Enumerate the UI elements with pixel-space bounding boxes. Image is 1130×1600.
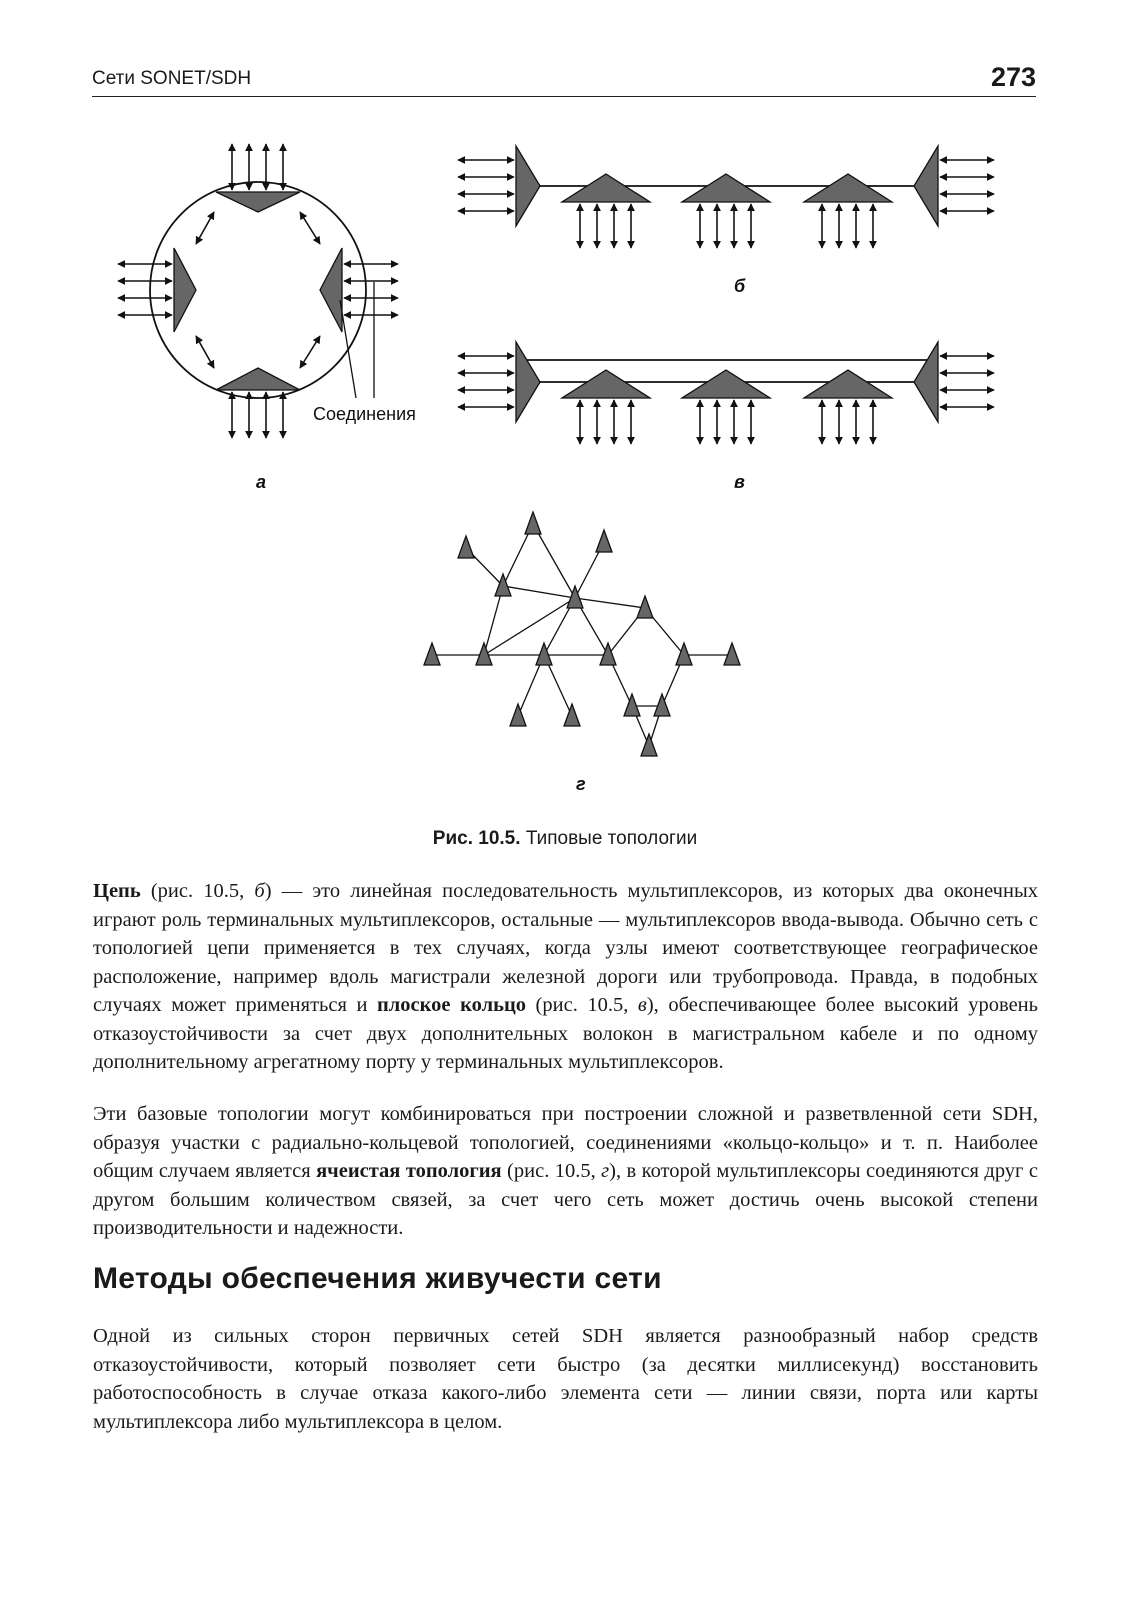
ring-node-bottom: [216, 368, 300, 390]
caption-number: Рис. 10.5.: [432, 828, 521, 849]
label-g: г: [576, 774, 586, 794]
mesh-node: [458, 536, 474, 558]
ring-node-top: [216, 192, 300, 212]
add-drop-mux: [562, 174, 650, 202]
section-heading: Методы обеспечения живучести сети: [93, 1262, 662, 1295]
paragraph-chain: Цепь (рис. 10.5, б) — это линейная последовательность мультиплексоров, из которых два оконечных играют роль терминальных мультиплексоров, остальные — мультиплексоров ввода-вывода. Обычно сеть с топологией цепи применяется в тех случаях, когда узлы имеют соответствующее географическое расположение, например вдоль магистрали железной дороги или трубопровода. Правда, в подобных случаях может применяться и плоское кольцо (рис. 10.5, в), обеспечивающее более высокий уровень отказоустойчивости за счет двух дополнительных волокон в магистральном кабеле и по одному дополнительному агрегатному порту у терминальных мультиплексоров.: [93, 880, 1038, 1073]
mesh-node: [536, 643, 552, 665]
add-drop-mux: [804, 174, 892, 202]
label-a: а: [256, 472, 267, 492]
add-drop-mux: [682, 174, 770, 202]
add-drop-mux: [804, 370, 892, 398]
label-b: б: [734, 276, 746, 296]
mesh-node: [596, 530, 612, 552]
mesh-link: [575, 598, 645, 608]
mesh-node: [624, 694, 640, 716]
page-number: 273: [990, 62, 1036, 92]
flat-ring-topology: [458, 342, 994, 444]
mesh-link: [533, 524, 575, 598]
ring-node-right: [320, 248, 342, 332]
term-chain: Цепь: [93, 880, 141, 902]
ring-link-arrow: [300, 212, 320, 244]
add-drop-mux: [562, 370, 650, 398]
running-header-section: Сети SONET/SDH: [92, 68, 252, 89]
add-drop-mux: [682, 370, 770, 398]
ring-topology: [118, 144, 398, 438]
terminal-mux-right: [914, 342, 938, 422]
caption-text: Типовые топологии: [525, 828, 698, 849]
mesh-node: [654, 694, 670, 716]
terminal-mux-left: [516, 146, 540, 226]
mesh-node: [724, 643, 740, 665]
ring-link-arrow: [196, 212, 214, 244]
figure-caption: [0, 828, 1130, 850]
mesh-node: [564, 704, 580, 726]
chain-topology: [458, 146, 994, 248]
mesh-topology: [424, 512, 740, 756]
ring-node-left: [174, 248, 196, 332]
connections-label: Соединения: [313, 404, 416, 424]
term-mesh: ячеистая топология: [316, 1160, 502, 1182]
mesh-node: [676, 643, 692, 665]
mesh-node: [476, 643, 492, 665]
mesh-node: [641, 734, 657, 756]
label-v: в: [734, 472, 745, 492]
terminal-mux-right: [914, 146, 938, 226]
paragraph-combinations: Эти базовые топологии могут комбинироваться при построении сложной и разветвленной сети SDH, образуя участки с радиально-кольцевой топологией, соединениями «кольцо-кольцо» и т. п. Наиболее общим случаем является ячеистая топология (рис. 10.5, г), в которой мультиплексоры соединяются друг с другом большим количеством связей, за счет чего сеть может достичь очень высокой степени производительности и надежности.: [93, 1103, 1038, 1239]
mesh-link: [503, 586, 575, 598]
mesh-node: [510, 704, 526, 726]
mesh-node: [525, 512, 541, 534]
terminal-mux-left: [516, 342, 540, 422]
mesh-node: [424, 643, 440, 665]
term-flat-ring: плоское кольцо: [376, 994, 527, 1016]
ring-link-arrow: [196, 336, 214, 368]
mesh-node: [495, 574, 511, 596]
ring-link-arrow: [300, 336, 320, 368]
paragraph-survivability: Одной из сильных сторон первичных сетей SDH является разнообразный набор средств отказоустойчивости, который позволяет сети быстро (за десятки миллисекунд) восстановить работоспособность в случае отказа какого-либо элемента сети — линии связи, порта или карты мультиплексора либо мультиплексора в целом.: [93, 1325, 1038, 1433]
